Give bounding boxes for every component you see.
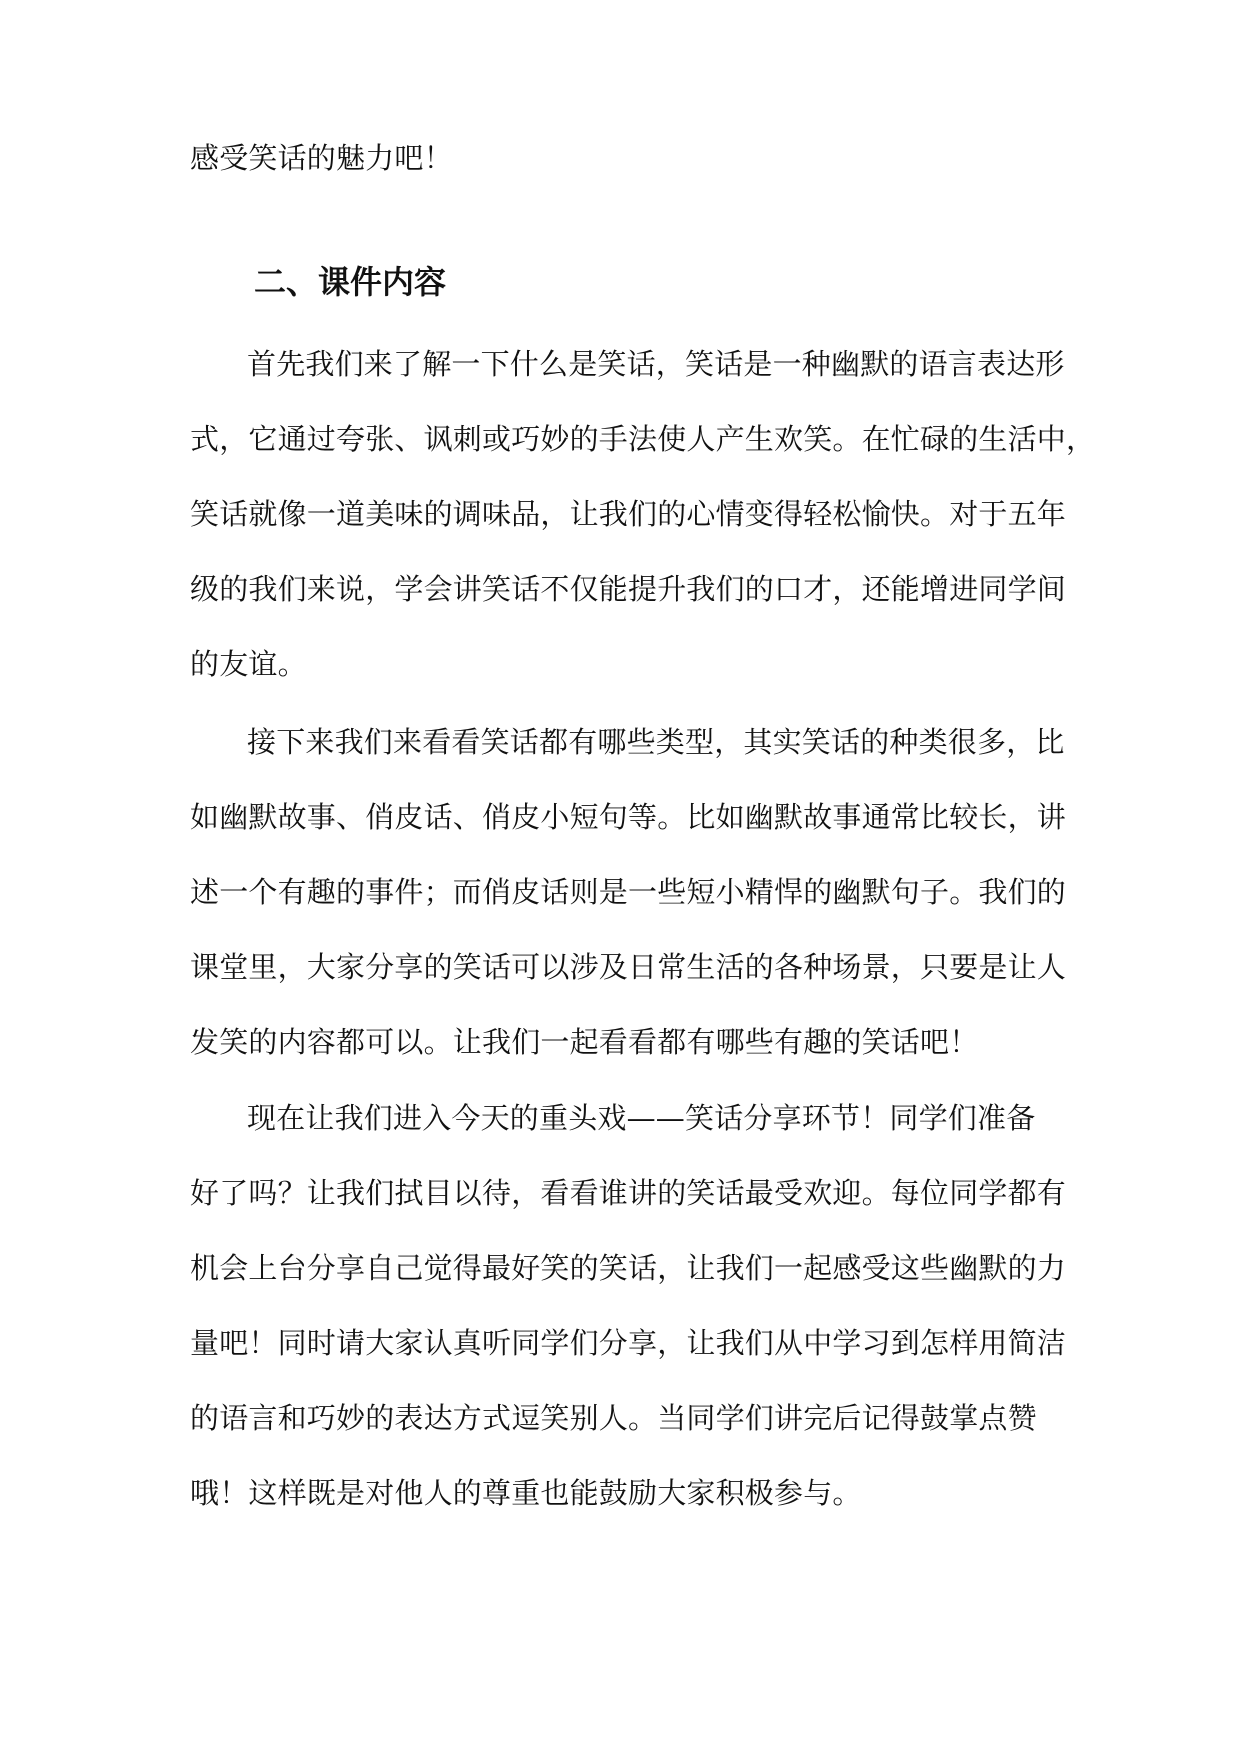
paragraph-1-line-3: 笑话就像一道美味的调味品，让我们的心情变得轻松愉快。对于五年 [190,497,1067,531]
paragraph-3-line-6: 哦！这样既是对他人的尊重也能鼓励大家积极参与。 [190,1476,862,1510]
paragraph-3-line-4: 量吧！同时请大家认真听同学们分享，让我们从中学习到怎样用简洁 [190,1326,1067,1360]
paragraph-3-line-2: 好了吗？让我们拭目以待，看看谁讲的笑话最受欢迎。每位同学都有 [190,1176,1067,1210]
paragraph-1-line-5: 的友谊。 [190,647,307,681]
paragraph-2-line-2: 如幽默故事、俏皮话、俏皮小短句等。比如幽默故事通常比较长，讲 [190,800,1067,834]
section-heading: 二、课件内容 [254,263,447,301]
paragraph-2-line-4: 课堂里，大家分享的笑话可以涉及日常生活的各种场景，只要是让人 [190,950,1067,984]
paragraph-1-line-1: 首先我们来了解一下什么是笑话，笑话是一种幽默的语言表达形 [247,347,1065,381]
paragraph-3-line-3: 机会上台分享自己觉得最好笑的笑话，让我们一起感受这些幽默的力 [190,1251,1067,1285]
paragraph-1-line-4: 级的我们来说，学会讲笑话不仅能提升我们的口才，还能增进同学间 [190,572,1067,606]
paragraph-1-line-2: 式，它通过夸张、讽刺或巧妙的手法使人产生欢笑。在忙碌的生活中， [190,422,1096,456]
paragraph-3-line-1: 现在让我们进入今天的重头戏——笑话分享环节！同学们准备 [247,1101,1036,1135]
paragraph-line-intro: 感受笑话的魅力吧！ [190,141,453,175]
paragraph-2-line-1: 接下来我们来看看笑话都有哪些类型，其实笑话的种类很多，比 [247,725,1065,759]
paragraph-2-line-3: 述一个有趣的事件；而俏皮话则是一些短小精悍的幽默句子。我们的 [190,875,1067,909]
paragraph-3-line-5: 的语言和巧妙的表达方式逗笑别人。当同学们讲完后记得鼓掌点赞 [190,1401,1037,1435]
paragraph-2-line-5: 发笑的内容都可以。让我们一起看看都有哪些有趣的笑话吧！ [190,1025,979,1059]
